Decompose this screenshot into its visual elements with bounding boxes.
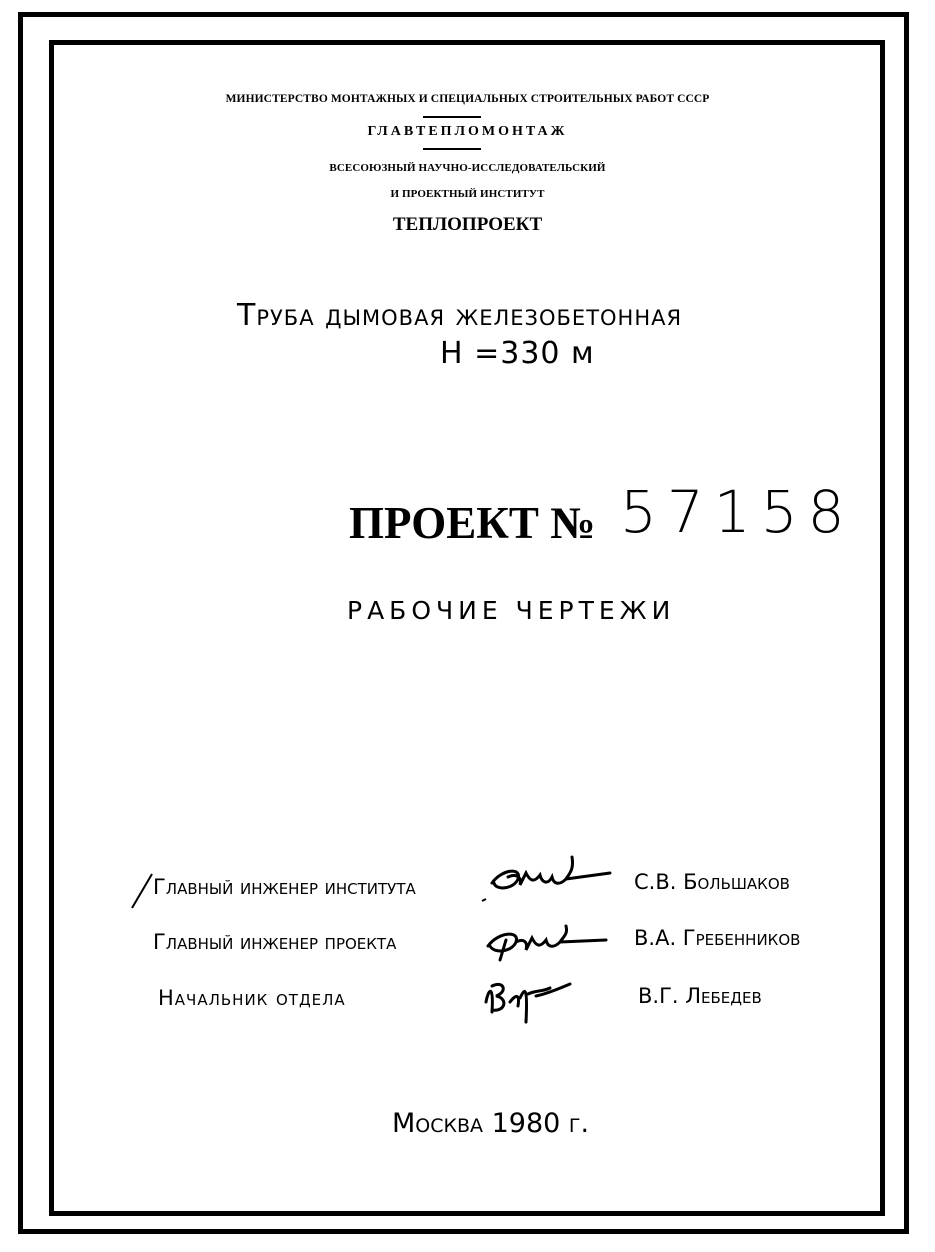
signature-mark-3: [480, 972, 580, 1027]
institute-line-1: ВСЕСОЮЗНЫЙ НАУЧНО-ИССЛЕДОВАТЕЛЬСКИЙ: [329, 162, 606, 174]
project-number: 57158: [620, 478, 855, 546]
chimney-height: Н =330 м: [440, 336, 595, 371]
project-subtitle: РАБОЧИЕ ЧЕРТЕЖИ: [347, 596, 676, 625]
signature-mark-1: [482, 855, 622, 905]
slash-mark: [130, 872, 155, 912]
signature-role-2: Главный инженер проекта: [153, 930, 397, 954]
institute-line-2: И ПРОЕКТНЫЙ ИНСТИТУТ: [390, 188, 545, 200]
signature-role-3: Начальник отдела: [158, 986, 346, 1010]
header-divider-top: [423, 116, 481, 118]
trust-name: ГЛАВТЕПЛОМОНТАЖ: [367, 124, 568, 139]
signature-name-2: В.А. Гребенников: [634, 926, 801, 950]
signature-mark-2: [480, 920, 620, 965]
project-label: ПРОЕКТ №: [349, 498, 596, 548]
ministry-name: МИНИСТЕРСТВО МОНТАЖНЫХ И СПЕЦИАЛЬНЫХ СТРОИТЕЛЬНЫХ РАБОТ СССР: [225, 93, 710, 105]
signature-name-1: С.В. Большаков: [634, 870, 790, 894]
place-and-year: Москва 1980 г.: [392, 1108, 590, 1139]
signature-name-3: В.Г. Лебедев: [638, 984, 762, 1008]
institute-name: ТЕПЛОПРОЕКТ: [392, 214, 543, 235]
document-title: Труба дымовая железобетонная: [237, 298, 683, 333]
signature-role-1: Главный инженер института: [153, 875, 416, 899]
header-divider-bottom: [423, 148, 481, 150]
